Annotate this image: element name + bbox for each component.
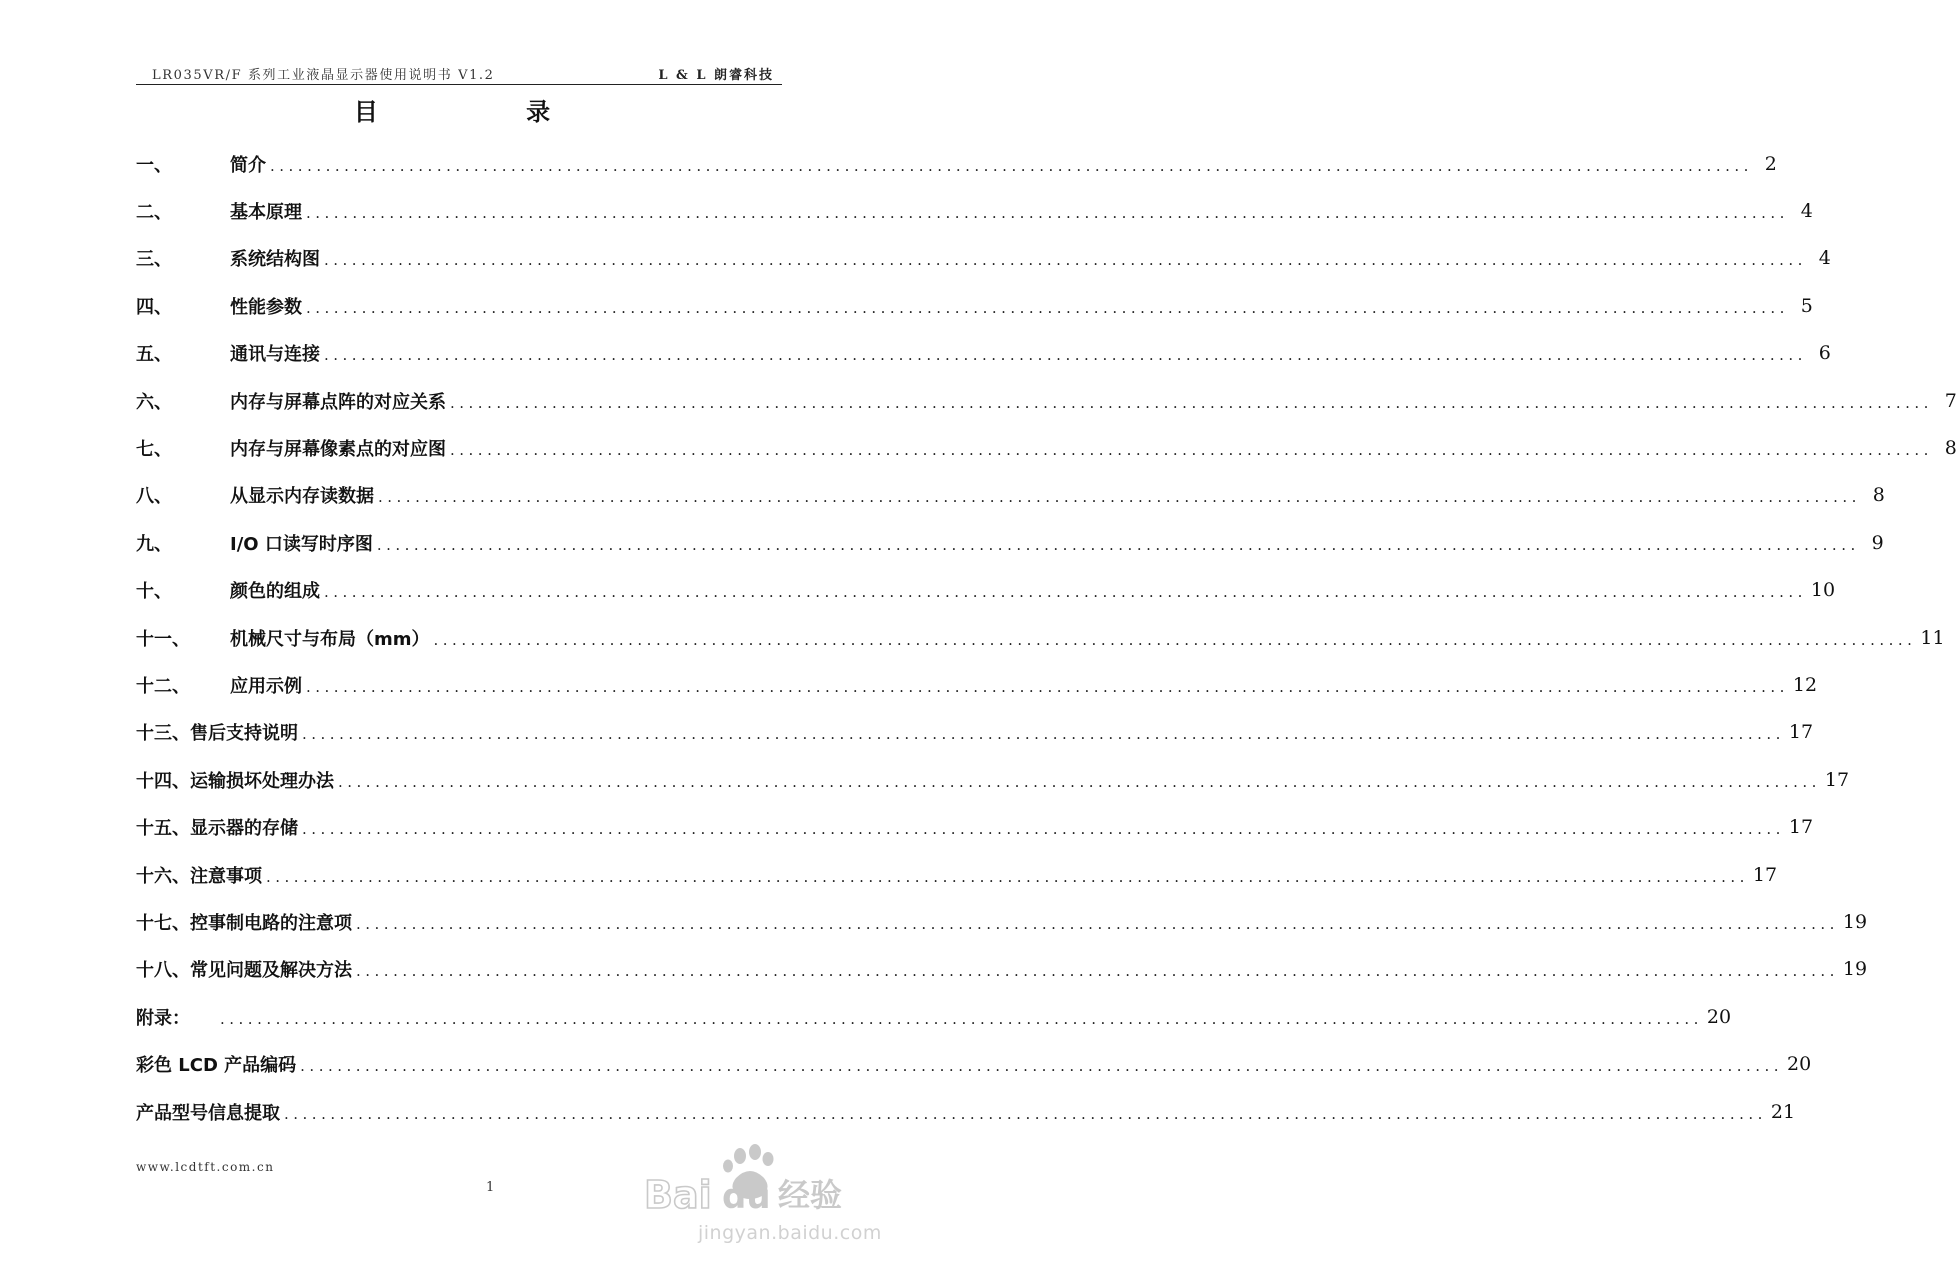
watermark-brand-cn: 经验 (778, 1176, 843, 1214)
toc-entry-title: 售后支持说明 (190, 723, 298, 745)
toc-entry[interactable] (136, 330, 1831, 377)
toc-entry-title: 常见问题及解决方法 (190, 960, 352, 982)
toc-entry[interactable] (136, 1088, 1796, 1135)
toc-entry-page-number: 21 (1770, 1100, 1796, 1123)
toc-entry-number: 九、 (136, 533, 172, 555)
toc-dot-leader: ................................................................................................................................................................ (306, 298, 1789, 317)
toc-entry-number: 二、 (136, 202, 172, 224)
toc-entry-title: 性能参数 (230, 296, 302, 318)
toc-entry-number: 十二、 (136, 675, 190, 697)
toc-entry-title: 控事制电路的注意项 (190, 912, 352, 934)
toc-entry-page-number: 6 (1818, 342, 1831, 365)
toc-entry-page-number: 17 (1824, 768, 1850, 791)
toc-entry[interactable] (136, 519, 1884, 566)
toc-dot-leader: ................................................................................................................................................................ (266, 867, 1749, 886)
header-document-title: LR035VR/F 系列工业液晶显示器使用说明书 V1.2 (152, 68, 495, 83)
toc-dot-leader: ................................................................................................................................................................ (433, 630, 1917, 649)
toc-entry-page-number: 19 (1842, 958, 1868, 981)
toc-dot-leader: ................................................................................................................................................................ (356, 962, 1839, 981)
toc-entry-page-number: 12 (1792, 673, 1818, 696)
toc-entry[interactable] (136, 946, 1868, 993)
toc-entry-page-number: 8 (1944, 437, 1957, 460)
toc-entry-number: 十、 (136, 581, 172, 603)
toc-entry-number: 十七、 (136, 912, 190, 934)
toc-entry-title: 彩色 LCD 产品编码 (136, 1055, 297, 1077)
toc-entry[interactable] (136, 1040, 1812, 1087)
toc-entry-title: 基本原理 (230, 202, 302, 224)
toc-entry-page-number: 8 (1872, 484, 1885, 507)
toc-entry[interactable] (136, 851, 1778, 898)
toc-entry[interactable] (136, 377, 1957, 424)
toc-entry-number: 十六、 (136, 865, 190, 887)
toc-dot-leader: ................................................................................................................................................................ (356, 914, 1839, 933)
baidu-jingyan-watermark (640, 1142, 882, 1252)
toc-entry[interactable] (136, 472, 1885, 519)
toc-entry-page-number: 5 (1800, 294, 1813, 317)
toc-entry-title: 产品型号信息提取 (136, 1102, 280, 1124)
toc-entry-number: 十四、 (136, 770, 190, 792)
toc-dot-leader: ................................................................................................................................................................ (450, 393, 1933, 412)
footer-page-number: 1 (486, 1180, 495, 1195)
toc-entry-title: 内存与屏幕点阵的对应关系 (230, 391, 446, 413)
toc-dot-leader: ................................................................................................................................................................ (220, 1009, 1703, 1028)
toc-dot-leader: ................................................................................................................................................................ (338, 772, 1821, 791)
toc-entry-title: 显示器的存储 (190, 818, 298, 840)
toc-entry[interactable] (136, 709, 1814, 756)
toc-entry-page-number: 19 (1842, 910, 1868, 933)
toc-entry-page-number: 20 (1706, 1005, 1732, 1028)
toc-dot-leader: ................................................................................................................................................................ (270, 156, 1753, 175)
header-company-name: L & L 朗睿科技 (658, 68, 774, 83)
toc-dot-leader: ................................................................................................................................................................ (306, 204, 1789, 223)
toc-dot-leader: ................................................................................................................................................................ (284, 1104, 1767, 1123)
toc-entry-title: I/O 口读写时序图 (230, 533, 373, 555)
toc-entry[interactable] (136, 424, 1957, 471)
table-of-contents (136, 140, 1957, 1135)
toc-entry-title: 颜色的组成 (230, 581, 320, 603)
toc-entry-number: 六、 (136, 391, 172, 413)
toc-dot-leader: ................................................................................................................................................................ (302, 725, 1785, 744)
toc-entry[interactable] (136, 567, 1836, 614)
toc-entry-number: 十三、 (136, 723, 190, 745)
toc-entry-number: 十八、 (136, 960, 190, 982)
baidu-paw-logo-icon (640, 1142, 860, 1222)
toc-entry-title: 运输损坏处理办法 (190, 770, 334, 792)
toc-entry[interactable] (136, 661, 1818, 708)
toc-entry[interactable] (136, 898, 1868, 945)
toc-entry-number: 三、 (136, 249, 172, 271)
toc-entry-page-number: 11 (1920, 626, 1945, 649)
toc-dot-leader: ................................................................................................................................................................ (302, 820, 1785, 839)
toc-entry-page-number: 20 (1787, 1053, 1812, 1076)
toc-entry-page-number: 17 (1788, 816, 1814, 839)
toc-heading: 目 录 (353, 98, 621, 126)
toc-entry-number: 十一、 (136, 628, 190, 650)
toc-entry[interactable] (136, 235, 1831, 282)
toc-dot-leader: ................................................................................................................................................................ (324, 251, 1807, 270)
toc-entry-page-number: 2 (1764, 152, 1777, 175)
footer-website-url: www.lcdtft.com.cn (136, 1160, 275, 1174)
toc-entry-number: 五、 (136, 344, 172, 366)
toc-entry-title: 简介 (230, 154, 266, 176)
toc-entry[interactable] (136, 187, 1813, 234)
toc-entry-page-number: 10 (1810, 579, 1836, 602)
watermark-url: jingyan.baidu.com (698, 1222, 882, 1244)
toc-dot-leader: ................................................................................................................................................................ (378, 488, 1861, 507)
toc-entry-title: 通讯与连接 (230, 344, 320, 366)
toc-entry-title: 应用示例 (230, 675, 302, 697)
toc-entry-number: 七、 (136, 439, 172, 461)
toc-entry-number: 一、 (136, 154, 172, 176)
toc-entry-page-number: 4 (1800, 200, 1813, 223)
toc-entry-title: 从显示内存读数据 (230, 486, 374, 508)
page-header (136, 60, 782, 85)
toc-entry-number: 八、 (136, 486, 172, 508)
toc-dot-leader: ................................................................................................................................................................ (324, 346, 1807, 365)
toc-entry-page-number: 17 (1788, 721, 1814, 744)
toc-entry-number: 十五、 (136, 818, 190, 840)
toc-entry-title: 机械尺寸与布局（mm） (230, 628, 430, 650)
toc-entry[interactable] (136, 282, 1813, 329)
toc-entry[interactable] (136, 140, 1777, 187)
toc-dot-leader: ................................................................................................................................................................ (324, 583, 1807, 602)
toc-dot-leader: ................................................................................................................................................................ (376, 535, 1860, 554)
toc-entry[interactable] (136, 614, 1945, 661)
toc-entry-page-number: 17 (1752, 863, 1778, 886)
toc-entry-page-number: 4 (1818, 247, 1831, 270)
toc-entry-title: 系统结构图 (230, 249, 320, 271)
toc-dot-leader: ................................................................................................................................................................ (306, 677, 1789, 696)
toc-entry-title: 注意事项 (190, 865, 262, 887)
toc-dot-leader: ................................................................................................................................................................ (450, 441, 1933, 460)
toc-entry-title: 内存与屏幕像素点的对应图 (230, 439, 446, 461)
watermark-brand-du: du (722, 1177, 771, 1217)
toc-entry-number: 附录： (136, 1007, 190, 1029)
toc-entry-page-number: 9 (1871, 531, 1884, 554)
toc-entry-page-number: 7 (1944, 389, 1957, 412)
toc-dot-leader: ................................................................................................................................................................ (300, 1057, 1784, 1076)
toc-entry-number: 四、 (136, 296, 172, 318)
toc-entry[interactable] (136, 993, 1732, 1040)
watermark-brand-text: Bai (644, 1173, 712, 1217)
toc-entry[interactable] (136, 756, 1850, 803)
toc-entry[interactable] (136, 803, 1814, 850)
